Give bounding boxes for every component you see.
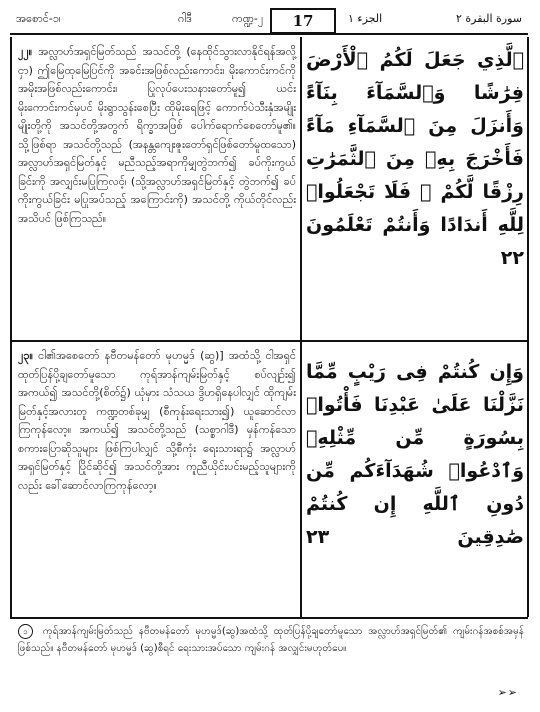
verse-number: ၂၃။ — [18, 349, 33, 362]
translation-text: ငါ၏အစေတော် နဗီတမန်တော် မုဟမ္မဒ် (ဆွ)] အထံသို့ ငါအရှင်ထုတ်ပြန်ပို့ချတော်မူသော ကုရ်အာန်ကျမ်းမြတ်နှင့် စပ်လျဉ်း၍ အကယ်၍ အသင်တို့(စိတ်၌) ယုံမှား သံသယ ဒွိဟရှိနေပါလျှင် ထိုကျမ်းမြတ်နှင့်အလားတူ ကဏ္ဍတစ်ခုမျှ (စီကုန်းရေးသား၍) ယူဆောင်လာကြကုန်လော့။ အကယ်၍ အသင်တို့သည် (သစ္စာဂါဒီ) မှန်ကန်သော စကားပြောဆိုသူများ ဖြစ်ကြပါလျှင် သို့စီကုံး ရေးသားရာ၌ အလ္လာဟ်အရှင်မြတ်နှင့် ပြိုင်ဆိုင်၍ အသင်တို့အား ကူညီယိုင်းပင်းမည့်သူများကိုလည်း ခေါ်ဆောင်လာကြကုန်လော့။ — [18, 349, 296, 492]
parah-label: ဂါဒီ — [178, 12, 192, 25]
frame-left-border — [10, 37, 12, 617]
translation-verse-23 — [18, 347, 296, 495]
verse-number: ၂၂။ — [18, 45, 33, 58]
column-divider — [300, 37, 302, 617]
header-rule — [10, 33, 528, 35]
frame-bottom-border — [10, 617, 528, 619]
frame-right-border — [527, 37, 529, 617]
surah-label: سورة البقرة ٢ — [455, 12, 522, 25]
volume-label: အစောင်-၁၊ — [16, 12, 61, 25]
footnote-text: ကုရ်အာန်ကျမ်းမြတ်သည် နဗီတမန်တော် မုဟမ္မဒ်(ဆွ)အထံသို့ ထုတ်ပြန်ပို့ချတော်မူသော အလ္လာဟ်အရှင်မြတ်၏ ကျမ်းဂန်အစစ်အမှန်ဖြစ်သည်။ နဗီတမန်တော် မုဟမ္မဒ် (ဆွ)စီရင် ရေးသားအပ်သော ကျမ်းဂန် အလျှင်းမဟုတ်ပေ။ — [18, 626, 524, 654]
juz-label: الجزء ١ — [348, 12, 383, 25]
arabic-verse-22: ٱلَّذِي جَعَلَ لَكُمُ ٱلْأَرْضَ فِرَٰشًا وَٱلسَّمَآءَ بِنَآءً وَأَنزَلَ مِنَ ٱلسَّمَآءِ مَآءً فَأَخْرَجَ بِهِۦ مِنَ ٱلثَّمَرَٰتِ رِزْقًا لَّكُمْ ۖ فَلَا تَجْعَلُوا۟ لِلَّهِ أَندَادًا وَأَنتُمْ تَعْلَمُونَ ٢٢ — [306, 49, 524, 269]
translation-verse-22 — [18, 43, 296, 228]
continue-arrows-icon: ➢➢ — [497, 686, 518, 699]
page-header — [10, 8, 528, 32]
translation-text: အလ္လာဟ်အရှင်မြတ်သည် အသင်တို့ (နေထိုင်သွားလာနိုင်ရန်အလို့ငှာ) ဤမြေထုမြေပြင်ကို အခင်းအဖြစ်လည်းကောင်း၊ မိုးကောင်းကင်ကို အမိုးအဖြစ်လည်းကောင်း၊ ပြုလုပ်ပေးသနားတော်မူ၍ ယင်းမိုးကောင်းကင်မှပင် မိုးရွာသွန်းစေပြီး ထိုမိုးရေဖြင့် ကောက်ပဲသီးနှံအမျိုးမျိုးတို့ကို အသင်တို့အတွက် ရိက္ခာအဖြစ် ပေါက်ရောက်စေတော်မူ၏။ သို့ဖြစ်ရာ အသင်တို့သည် (အနန္တကျေးဇူးတော်ရှင်ဖြစ်တော်မူထသော) အလ္လာဟ်အရှင်မြတ်နှင့် မညီသည့်အရာကိုမျှတွဲဘက်၍ ခပ်ကိုးကွယ်ခြင်းကို အလျှင်းမပြုကြလင့်၊ (သို့အလ္လာဟ်အရှင်မြတ်နှင့် တွဲဘက်၍ ခပ်ကိုးကွယ်ခြင်း မပြုအပ်သည့် အကြောင်းကို) အသင်တို့ ကိုယ်တိုင်လည်းအသိပင် ဖြစ်ကြသည်။ — [18, 45, 297, 225]
footnote — [18, 624, 524, 657]
footnote-marker: ၁ — [18, 624, 33, 639]
verse-divider — [10, 340, 528, 342]
arabic-verse-23: وَإِن كُنتُمْ فِى رَيْبٍ مِّمَّا نَزَّلْنَا عَلَىٰ عَبْدِنَا فَأْتُوا۟ بِسُورَةٍ مِّن مِّثْلِهِۦ وَٱدْعُوا۟ شُهَدَآءَكُم مِّن دُونِ ٱللَّهِ إِن كُنتُمْ صَٰدِقِينَ ٢٣ — [306, 361, 524, 548]
page-number: 17 — [270, 8, 336, 34]
section-label: ကဏ္ဍ-၂ — [232, 12, 264, 25]
